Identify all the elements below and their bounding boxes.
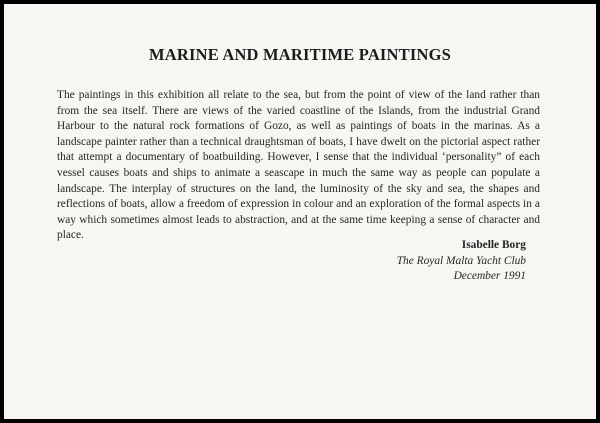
body-paragraph: The paintings in this exhibition all relate to the sea, but from the point of view of the land rather than from the sea itself. There are views of the varied coastline of the Islands, from the industrial Grand Harbour to the natural rock formations of Gozo, as well as paintings of boats in the marinas. As a landscape painter rather than a technical draughtsman of boats, I have dwelt on the pictorial aspect rather that attempt a documentary of boatbuilding. However, I sense that the individual ‘personality” of each vessel causes boats and ships to animate a seascape in much the same way as people can populate a landscape. The interplay of structures on the land, the luminosity of the sky and sea, the shapes and reflections of boats, allow a freedom of expression in colour and an exploration of the formal aspects in a way which sometimes almost leads to abstraction, and at the same time keeping a sense of character and place. — [57, 89, 540, 242]
document-title: MARINE AND MARITIME PAINTINGS — [148, 45, 452, 64]
author-name: Isabelle Borg — [461, 239, 526, 251]
signature-date: December 1991 — [453, 270, 526, 283]
document-page — [4, 4, 596, 419]
venue-name: The Royal Malta Yacht Club — [396, 254, 526, 267]
signature-block — [304, 238, 526, 285]
